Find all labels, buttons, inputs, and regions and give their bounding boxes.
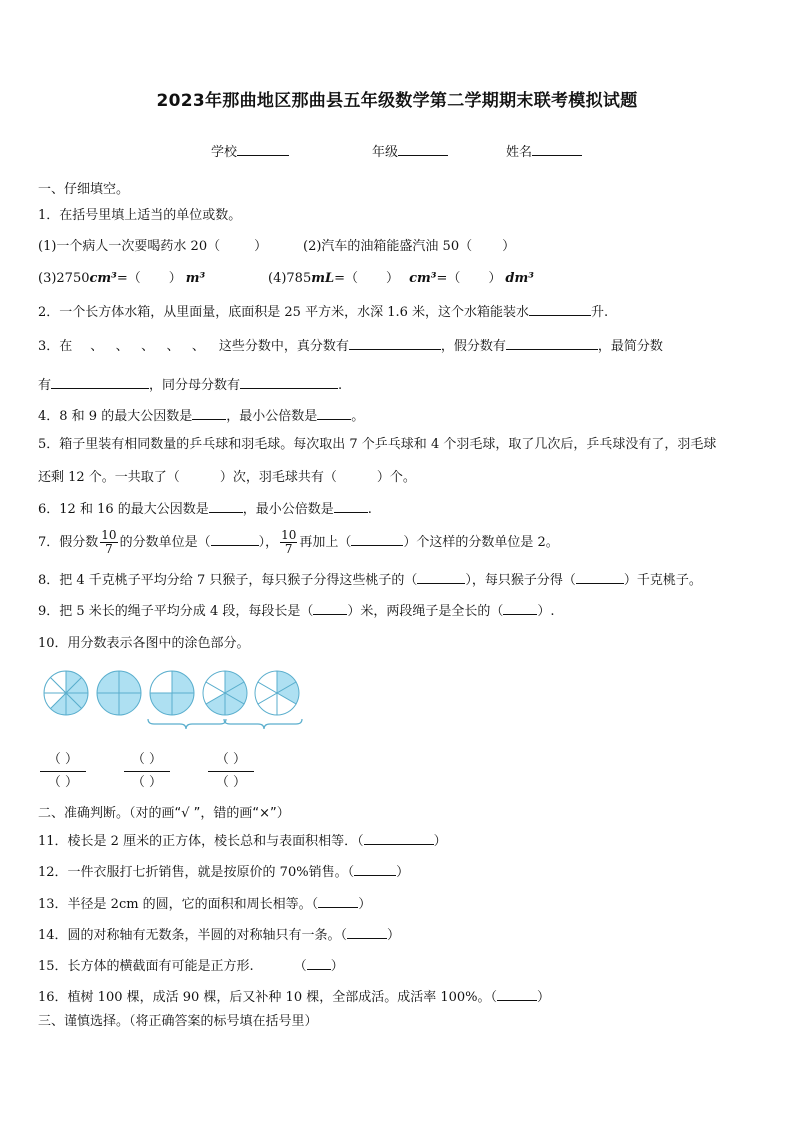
q5-line1: 5．箱子里装有相同数量的乒乓球和羽毛球。每次取出 7 个乒乓球和 4 个羽毛球，取了几次后，乒乓球没有了，羽毛球 xyxy=(38,437,717,452)
q6-pre: 6．12 和 16 的最大公因数是 xyxy=(38,502,209,517)
q12-answer[interactable] xyxy=(354,863,396,876)
q2-end: 升. xyxy=(591,305,609,320)
q6-mid: ，最小公倍数是 xyxy=(242,502,334,517)
q1-part2 xyxy=(303,238,515,256)
q15 xyxy=(38,957,344,976)
q1c-unit1: cm³ xyxy=(89,271,117,286)
q9-pre: 9．把 5 米长的绳子平均分成 4 段，每段长是（ xyxy=(38,604,314,619)
fraction-circle-5 xyxy=(255,671,299,715)
q1a-text: (1)一个病人一次要喝药水 20（ xyxy=(38,239,221,254)
q7-frac2-num: 10 xyxy=(281,528,297,542)
q16-end: ） xyxy=(537,990,551,1005)
circle-sector xyxy=(172,671,194,693)
q1d-end2: ） xyxy=(488,271,502,286)
q12-end: ） xyxy=(396,865,410,880)
answer-denominator[interactable]: （ ） xyxy=(131,775,163,790)
q1d-end: ） xyxy=(386,271,400,286)
q12-text: 12．一件衣服打七折销售，就是按原价的 70%销售。（ xyxy=(38,865,355,880)
q13-answer[interactable] xyxy=(318,895,358,908)
q5-end: ）个。 xyxy=(376,470,416,485)
q9-answer-length[interactable] xyxy=(313,602,347,615)
q1-stem: 1．在括号里填上适当的单位或数。 xyxy=(38,208,242,223)
fraction-bar xyxy=(208,771,254,772)
fraction-bar xyxy=(124,771,170,772)
circle-sector xyxy=(119,671,141,693)
q10-figure xyxy=(36,664,306,732)
q7-pre: 7．假分数 xyxy=(38,535,99,550)
q5-line2 xyxy=(38,467,416,487)
q14-end: ） xyxy=(387,928,401,943)
q10-answer-1[interactable] xyxy=(38,750,88,793)
brace-left-pair xyxy=(148,719,226,729)
fraction-circle-3 xyxy=(150,671,194,715)
grade-blank[interactable] xyxy=(398,141,448,156)
q3-blank-simplest[interactable] xyxy=(51,374,149,389)
grade-field[interactable] xyxy=(372,141,448,160)
q7-answer-count[interactable] xyxy=(351,533,403,546)
q7 xyxy=(38,528,559,558)
answer-numerator[interactable]: （ ） xyxy=(131,752,163,767)
name-field[interactable] xyxy=(506,141,582,160)
q3-mid2: ，假分数有 xyxy=(440,339,506,354)
q14 xyxy=(38,926,400,945)
q16 xyxy=(38,988,550,1007)
q9-end: ）. xyxy=(537,604,555,619)
q1c-unit2: m³ xyxy=(185,271,206,286)
section-2-heading: 二、准确判断。（对的画“√ ”，错的画“×”） xyxy=(38,806,290,821)
q3-mid3: ，最简分数 xyxy=(597,339,663,354)
q3-line2-end: . xyxy=(338,378,343,393)
q3-line1 xyxy=(38,335,663,356)
answer-denominator[interactable]: （ ） xyxy=(215,775,247,790)
q14-answer[interactable] xyxy=(347,926,387,939)
q8-answer-kg[interactable] xyxy=(576,571,624,584)
fraction-circle-2 xyxy=(97,671,141,715)
q1d-pre: (4)785 xyxy=(268,271,312,286)
q4-blank-lcm[interactable] xyxy=(317,405,351,420)
section-1-heading: 一、仔细填空。 xyxy=(38,182,130,197)
q15-end: ） xyxy=(330,959,344,974)
q7-mid2: ）， xyxy=(258,535,279,550)
circle-sector xyxy=(150,671,172,693)
q1-part4 xyxy=(268,270,534,288)
q4 xyxy=(38,405,364,426)
answer-denominator[interactable]: （ ） xyxy=(47,775,79,790)
circle-sector xyxy=(97,693,119,715)
q7-frac2-den: 7 xyxy=(284,542,293,556)
q7-fraction-2 xyxy=(280,529,297,556)
q1b-text: (2)汽车的油箱能盛汽油 50（ xyxy=(303,239,473,254)
q9-answer-fraction[interactable] xyxy=(503,602,537,615)
answer-numerator[interactable]: （ ） xyxy=(47,752,79,767)
q4-end: 。 xyxy=(351,409,365,424)
q15-text: 15．长方体的横截面有可能是正方形. xyxy=(38,959,254,974)
q15-paren: （ xyxy=(293,959,307,974)
q11-text: 11．棱长是 2 厘米的正方体，棱长总和与表面积相等．（ xyxy=(38,834,364,849)
section-3-heading: 三、谨慎选择。（将正确答案的标号填在括号里） xyxy=(38,1014,318,1029)
page-title: 2023年那曲地区那曲县五年级数学第二学期期末联考模拟试题 xyxy=(156,91,638,111)
q7-frac1-den: 7 xyxy=(105,542,113,556)
q3-blank-same-denominator[interactable] xyxy=(240,374,338,389)
q2 xyxy=(38,301,608,322)
q7-answer-unit[interactable] xyxy=(211,533,259,546)
q3-blank-proper[interactable] xyxy=(349,335,441,350)
q15-answer[interactable] xyxy=(307,957,331,970)
q9-mid: ）米，两段绳子是全长的（ xyxy=(347,604,504,619)
q11-end: ） xyxy=(433,834,447,849)
fraction-bar xyxy=(40,771,86,772)
q4-blank-gcd[interactable] xyxy=(192,405,226,420)
q4-pre: 4．8 和 9 的最大公因数是 xyxy=(38,409,193,424)
q3-line2-pre: 有 xyxy=(38,378,52,393)
q1d-unit1: mL xyxy=(311,271,335,286)
q1d-unit3: dm³ xyxy=(505,271,534,286)
q3-line2 xyxy=(38,374,342,395)
q11 xyxy=(38,832,447,851)
q8-mid: ），每只猴子分得（ xyxy=(465,573,576,588)
q10-answer-3[interactable] xyxy=(206,750,256,793)
q6-end: . xyxy=(367,502,372,517)
q6 xyxy=(38,498,372,519)
q7-fraction-1 xyxy=(100,529,117,556)
q13 xyxy=(38,895,371,914)
q10-answer-2[interactable] xyxy=(122,750,172,793)
q5-answer-count[interactable] xyxy=(337,467,377,481)
circle-sector xyxy=(119,693,141,715)
q2-blank[interactable] xyxy=(529,301,591,316)
school-field[interactable] xyxy=(211,141,289,160)
q5-pre: 还剩 12 个。一共取了（ xyxy=(38,470,180,485)
q1-part1 xyxy=(38,238,267,256)
q1c-end: ） xyxy=(168,271,182,286)
q1d-unit2: cm³ xyxy=(409,271,437,286)
q8-answer-fraction[interactable] xyxy=(417,571,465,584)
q6-blank-lcm[interactable] xyxy=(334,498,368,513)
school-blank[interactable] xyxy=(237,141,289,156)
q14-text: 14．圆的对称轴有无数条，半圆的对称轴只有一条。（ xyxy=(38,928,348,943)
grade-label: 年级 xyxy=(372,145,399,160)
q12 xyxy=(38,863,409,882)
q8-end: ）千克桃子。 xyxy=(623,573,702,588)
q7-mid3: 再加上（ xyxy=(299,535,352,550)
q4-mid: ，最小公倍数是 xyxy=(226,409,318,424)
q13-text: 13．半径是 2cm 的圆，它的面积和周长相等。（ xyxy=(38,897,319,912)
q1d-mid2: =（ xyxy=(436,271,461,286)
circle-sector xyxy=(172,693,194,715)
q16-text: 16．植树 100 棵，成活 90 棵，后又补种 10 棵，全部成活。成活率 100%。（ xyxy=(38,990,498,1005)
school-label: 学校 xyxy=(211,145,238,160)
q6-blank-gcd[interactable] xyxy=(209,498,243,513)
q13-end: ） xyxy=(358,897,372,912)
q3-blank-improper[interactable] xyxy=(506,335,598,350)
fraction-circle-1 xyxy=(44,671,88,715)
q1c-mid: =（ xyxy=(116,271,141,286)
q7-end: ）个这样的分数单位是 2。 xyxy=(403,535,559,550)
q5-answer-times[interactable] xyxy=(180,467,220,481)
q16-answer[interactable] xyxy=(497,988,537,1001)
q8-pre: 8．把 4 千克桃子平均分给 7 只猴子，每只猴子分得这些桃子的（ xyxy=(38,573,418,588)
fraction-circle-4 xyxy=(203,671,247,715)
q1-part3 xyxy=(38,270,205,288)
answer-numerator[interactable]: （ ） xyxy=(215,752,247,767)
q1b-end: ） xyxy=(502,239,516,254)
name-label: 姓名 xyxy=(506,145,533,160)
q1d-mid: =（ xyxy=(334,271,359,286)
name-blank[interactable] xyxy=(532,141,582,156)
q3-line2-mid: ，同分母分数有 xyxy=(149,378,241,393)
brace-right-pair xyxy=(224,719,302,729)
q5-mid: ）次，羽毛球共有（ xyxy=(219,470,337,485)
q2-text: 2．一个长方体水箱，从里面量，底面积是 25 平方米，水深 1.6 米，这个水箱能装水 xyxy=(38,305,530,320)
q1c-pre: (3)2750 xyxy=(38,271,90,286)
q3-mid1: 这些分数中，真分数有 xyxy=(218,339,349,354)
q8 xyxy=(38,571,702,590)
q10-stem: 10．用分数表示各图中的涂色部分。 xyxy=(38,636,250,651)
q1a-end: ） xyxy=(254,239,268,254)
q7-frac1-num: 10 xyxy=(101,528,117,542)
q7-mid1: 的分数单位是（ xyxy=(119,535,211,550)
q3-fraction-list: 、 、 、 、 、 xyxy=(90,339,205,354)
circle-sector xyxy=(97,671,119,693)
q3-pre: 3．在 xyxy=(38,339,73,354)
q9 xyxy=(38,602,555,621)
circle-sector xyxy=(150,693,172,715)
q11-answer[interactable] xyxy=(364,832,434,845)
